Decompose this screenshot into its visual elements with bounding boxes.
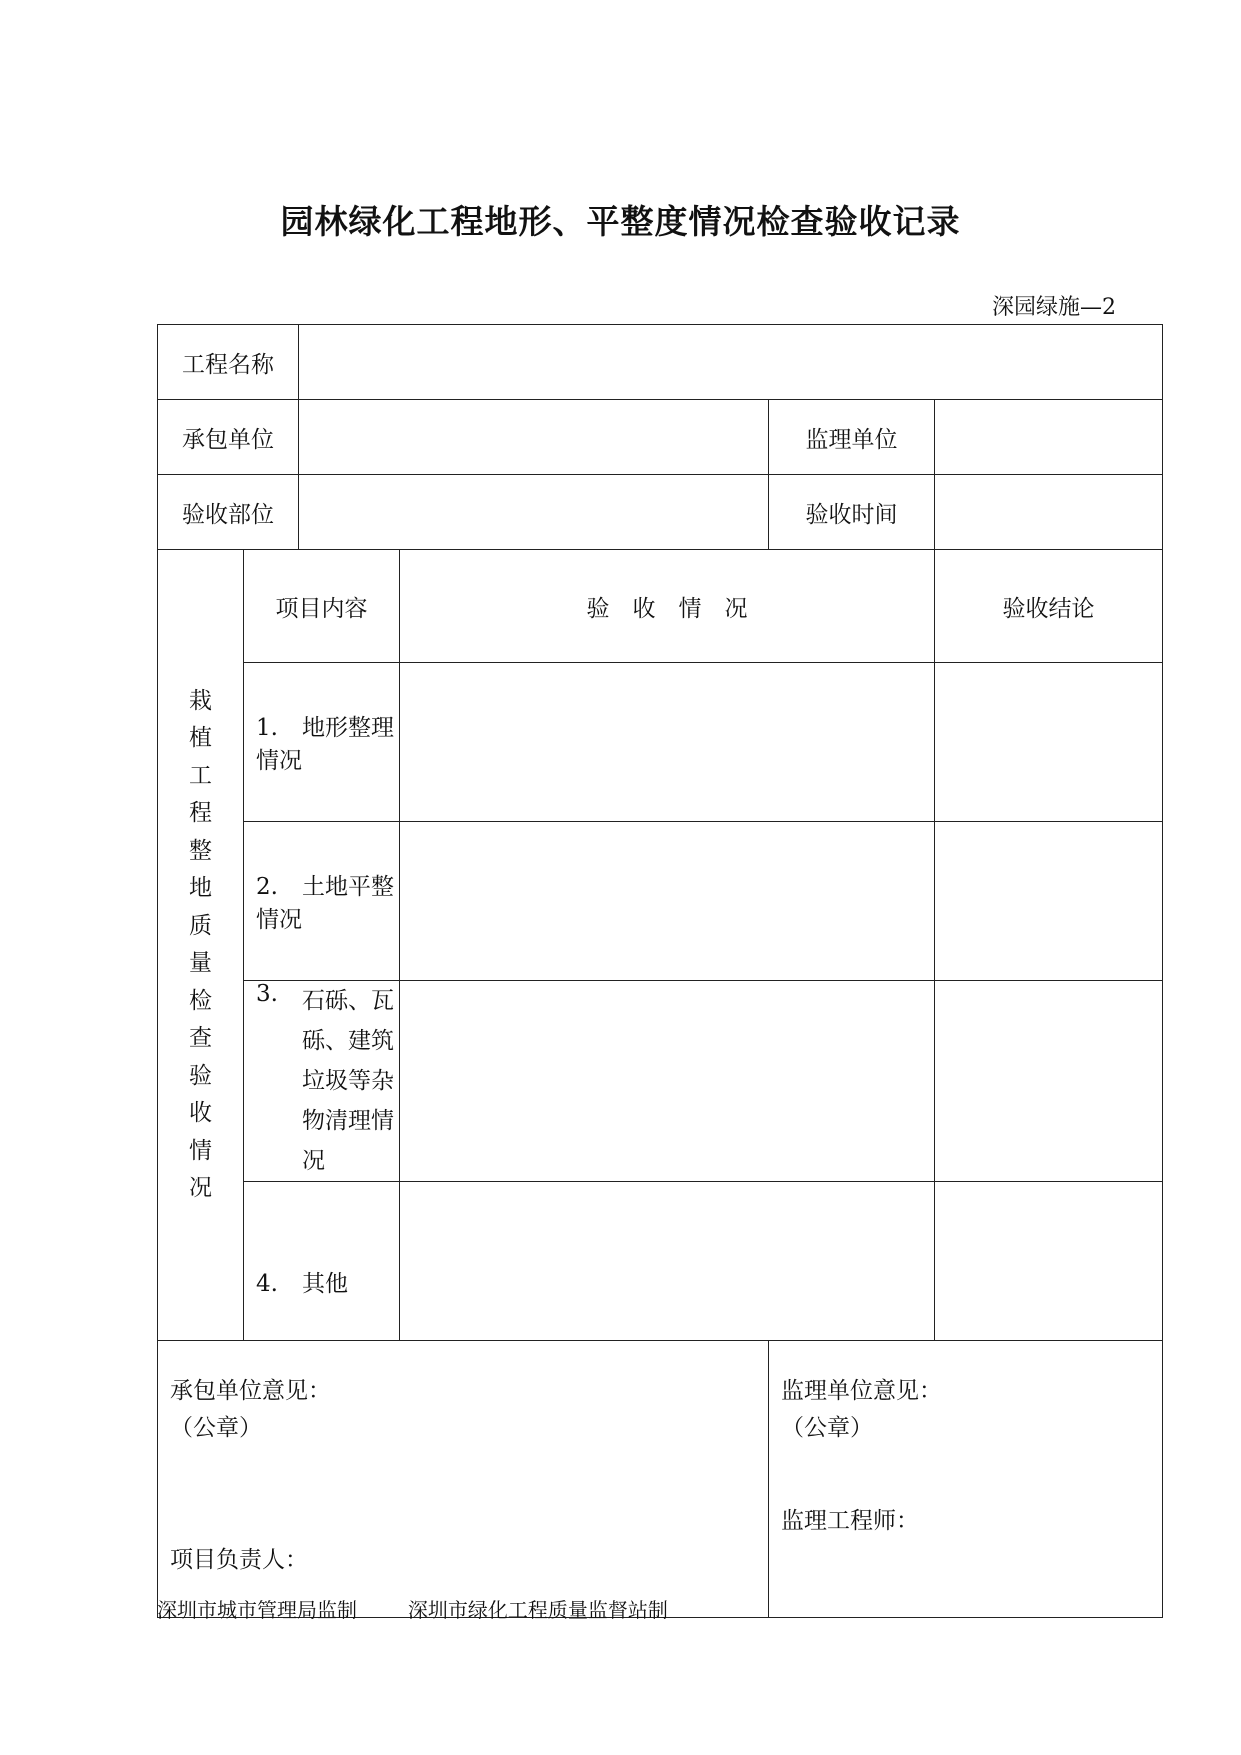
contractor-field[interactable]	[299, 400, 769, 475]
acceptance-part-label: 验收部位	[158, 475, 299, 550]
document-title: 园林绿化工程地形、平整度情况检查验收记录	[280, 202, 961, 241]
vertical-section-label: 栽 植 工 程 整 地 质 量 检 查 验 收 情 况	[158, 550, 244, 1341]
acceptance-time-field[interactable]	[935, 475, 1163, 550]
supervisor-label: 监理单位	[769, 400, 935, 475]
item-conclusion-3[interactable]	[935, 981, 1163, 1182]
item-row-2	[158, 822, 1163, 981]
footer-issuers: 深圳市城市管理局监制 深圳市绿化工程质量监督站制	[157, 1598, 668, 1622]
item-row-1	[158, 663, 1163, 822]
item-label-4: 4. 其他	[244, 1182, 400, 1341]
supervisor-seal: （公章）	[781, 1415, 873, 1441]
row-column-headers	[158, 550, 1163, 663]
item-label-2: 2. 土地平整情况	[244, 822, 400, 981]
contractor-label: 承包单位	[158, 400, 299, 475]
item-row-4	[158, 1182, 1163, 1341]
item-conclusion-1[interactable]	[935, 663, 1163, 822]
project-name-label: 工程名称	[158, 325, 299, 400]
item-label-3: 3. 石砾、瓦砾、建筑垃圾等杂物清理情况	[244, 981, 400, 1182]
item-conclusion-2[interactable]	[935, 822, 1163, 981]
row-contractor	[158, 400, 1163, 475]
project-name-field[interactable]	[299, 325, 1163, 400]
item-status-1[interactable]	[400, 663, 935, 822]
contractor-opinion-cell[interactable]	[158, 1341, 769, 1618]
contractor-seal: （公章）	[170, 1415, 262, 1441]
acceptance-part-field[interactable]	[299, 475, 769, 550]
row-acceptance	[158, 475, 1163, 550]
contractor-opinion-title: 承包单位意见：	[170, 1378, 331, 1404]
col-header-status: 验 收 情 况	[400, 550, 935, 663]
supervisor-opinion-title: 监理单位意见：	[781, 1378, 942, 1404]
contractor-signatory: 项目负责人：	[170, 1547, 308, 1573]
item-row-3	[158, 981, 1163, 1182]
col-header-item: 项目内容	[244, 550, 400, 663]
row-opinions	[158, 1341, 1163, 1618]
item-status-4[interactable]	[400, 1182, 935, 1341]
supervisor-signatory: 监理工程师：	[781, 1508, 919, 1534]
item-status-3[interactable]	[400, 981, 935, 1182]
supervisor-field[interactable]	[935, 400, 1163, 475]
item-status-2[interactable]	[400, 822, 935, 981]
item-label-1: 1. 地形整理情况	[244, 663, 400, 822]
form-code: 深园绿施—2	[992, 295, 1116, 320]
item-conclusion-4[interactable]	[935, 1182, 1163, 1341]
col-header-conclusion: 验收结论	[935, 550, 1163, 663]
acceptance-time-label: 验收时间	[769, 475, 935, 550]
supervisor-opinion-cell[interactable]	[769, 1341, 1163, 1618]
row-project-name	[158, 325, 1163, 400]
inspection-form-table	[157, 324, 1163, 1618]
